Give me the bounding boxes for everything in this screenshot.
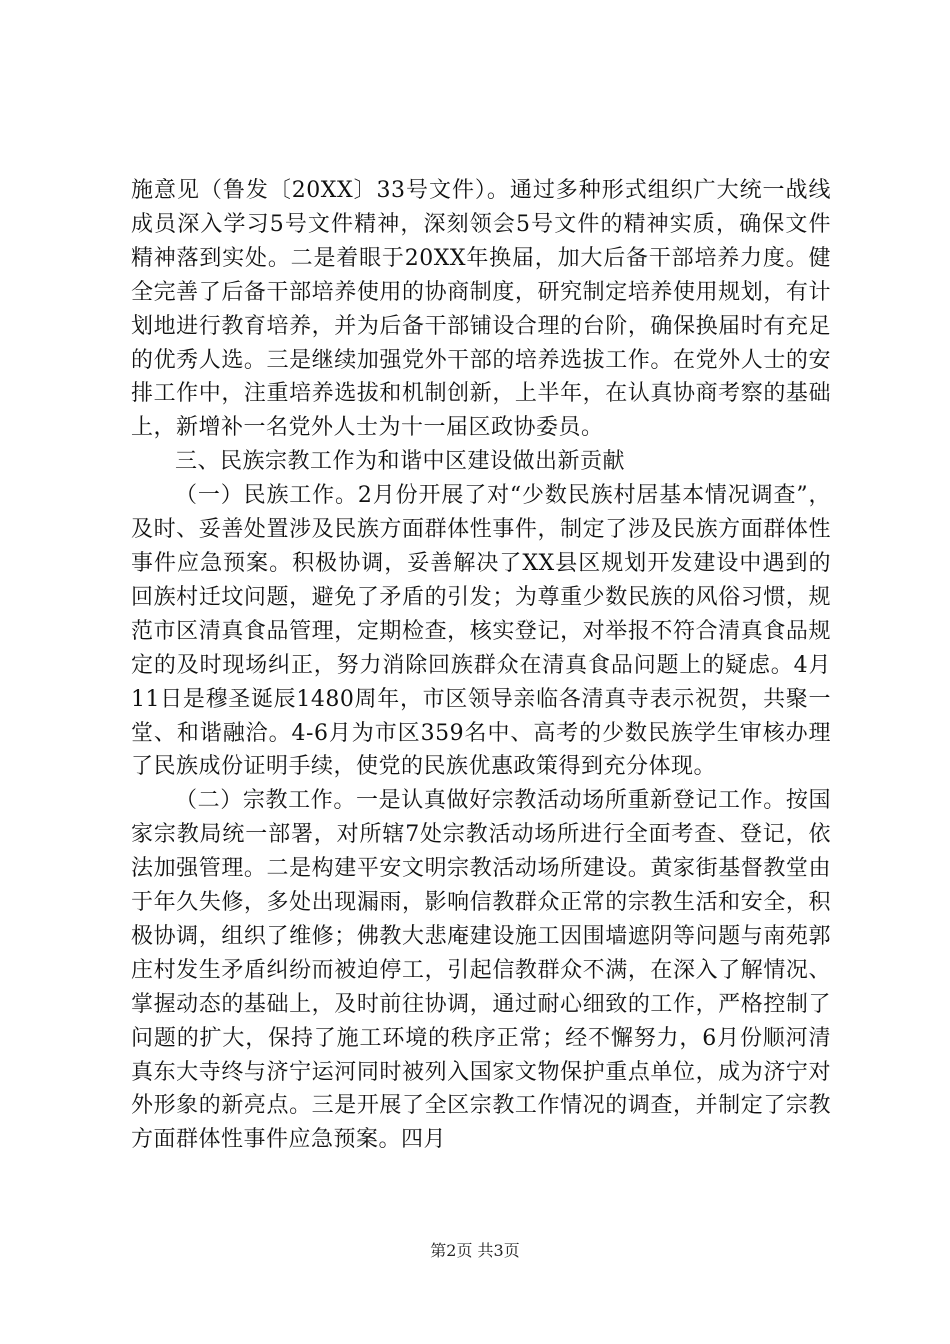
paragraph-continuation: 施意见（鲁发〔20XX〕33号文件）。通过多种形式组织广大统一战线成员深入学习5号文件精神，深刻领会5号文件的精神实质，确保文件精神落到实处。二是着眼于20XX年换届，加大后备干部培养力度。健全完善了后备干部培养使用的协商制度，研究制定培养使用规划，有计划地进行教育培养，并为后备干部铺设合理的台阶，确保换届时有充足的优秀人选。三是继续加强党外干部的培养选拔工作。在党外人士的安排工作中，注重培养选拔和机制创新，上半年，在认真协商考察的基础上，新增补一名党外人士为十一届区政协委员。	[131, 178, 831, 441]
section-heading: 三、民族宗教工作为和谐中区建设做出新贡献	[175, 449, 626, 475]
paragraph-ethnic-work: （一）民族工作。2月份开展了对“少数民族村居基本情况调查”，及时、妥善处置涉及民族方面群体性事件，制定了涉及民族方面群体性事件应急预案。积极协调，妥善解决了XX县区规划开发建设中遇到的回族村迁坟问题，避免了矛盾的引发；为尊重少数民族的风俗习惯，规范市区清真食品管理，定期检查，核实登记，对举报不符合清真食品规定的及时现场纠正，努力消除回族群众在清真食品问题上的疑虑。4月11日是穆圣诞辰1480周年，市区领导亲临各清真寺表示祝贺，共聚一堂、和谐融洽。4-6月为市区359名中、高考的少数民族学生审核办理了民族成份证明手续，使党的民族优惠政策得到充分体现。	[131, 483, 831, 780]
page-footer: 第2页 共3页	[430, 1241, 520, 1260]
document-body	[131, 174, 831, 1157]
paragraph-religious-work: （二）宗教工作。一是认真做好宗教活动场所重新登记工作。按国家宗教局统一部署，对所辖7处宗教活动场所进行全面考查、登记，依法加强管理。二是构建平安文明宗教活动场所建设。黄家街基督教堂由于年久失修，多处出现漏雨，影响信教群众正常的宗教生活和安全，积极协调，组织了维修；佛教大悲庵建设施工因围墙遮阴等问题与南苑郭庄村发生矛盾纠纷而被迫停工，引起信教群众不满，在深入了解情况、掌握动态的基础上，及时前往协调，通过耐心细致的工作，严格控制了问题的扩大，保持了施工环境的秩序正常；经不懈努力，6月份顺河清真东大寺终与济宁运河同时被列入国家文物保护重点单位，成为济宁对外形象的新亮点。三是开展了全区宗教工作情况的调查，并制定了宗教方面群体性事件应急预案。四月	[131, 788, 831, 1153]
